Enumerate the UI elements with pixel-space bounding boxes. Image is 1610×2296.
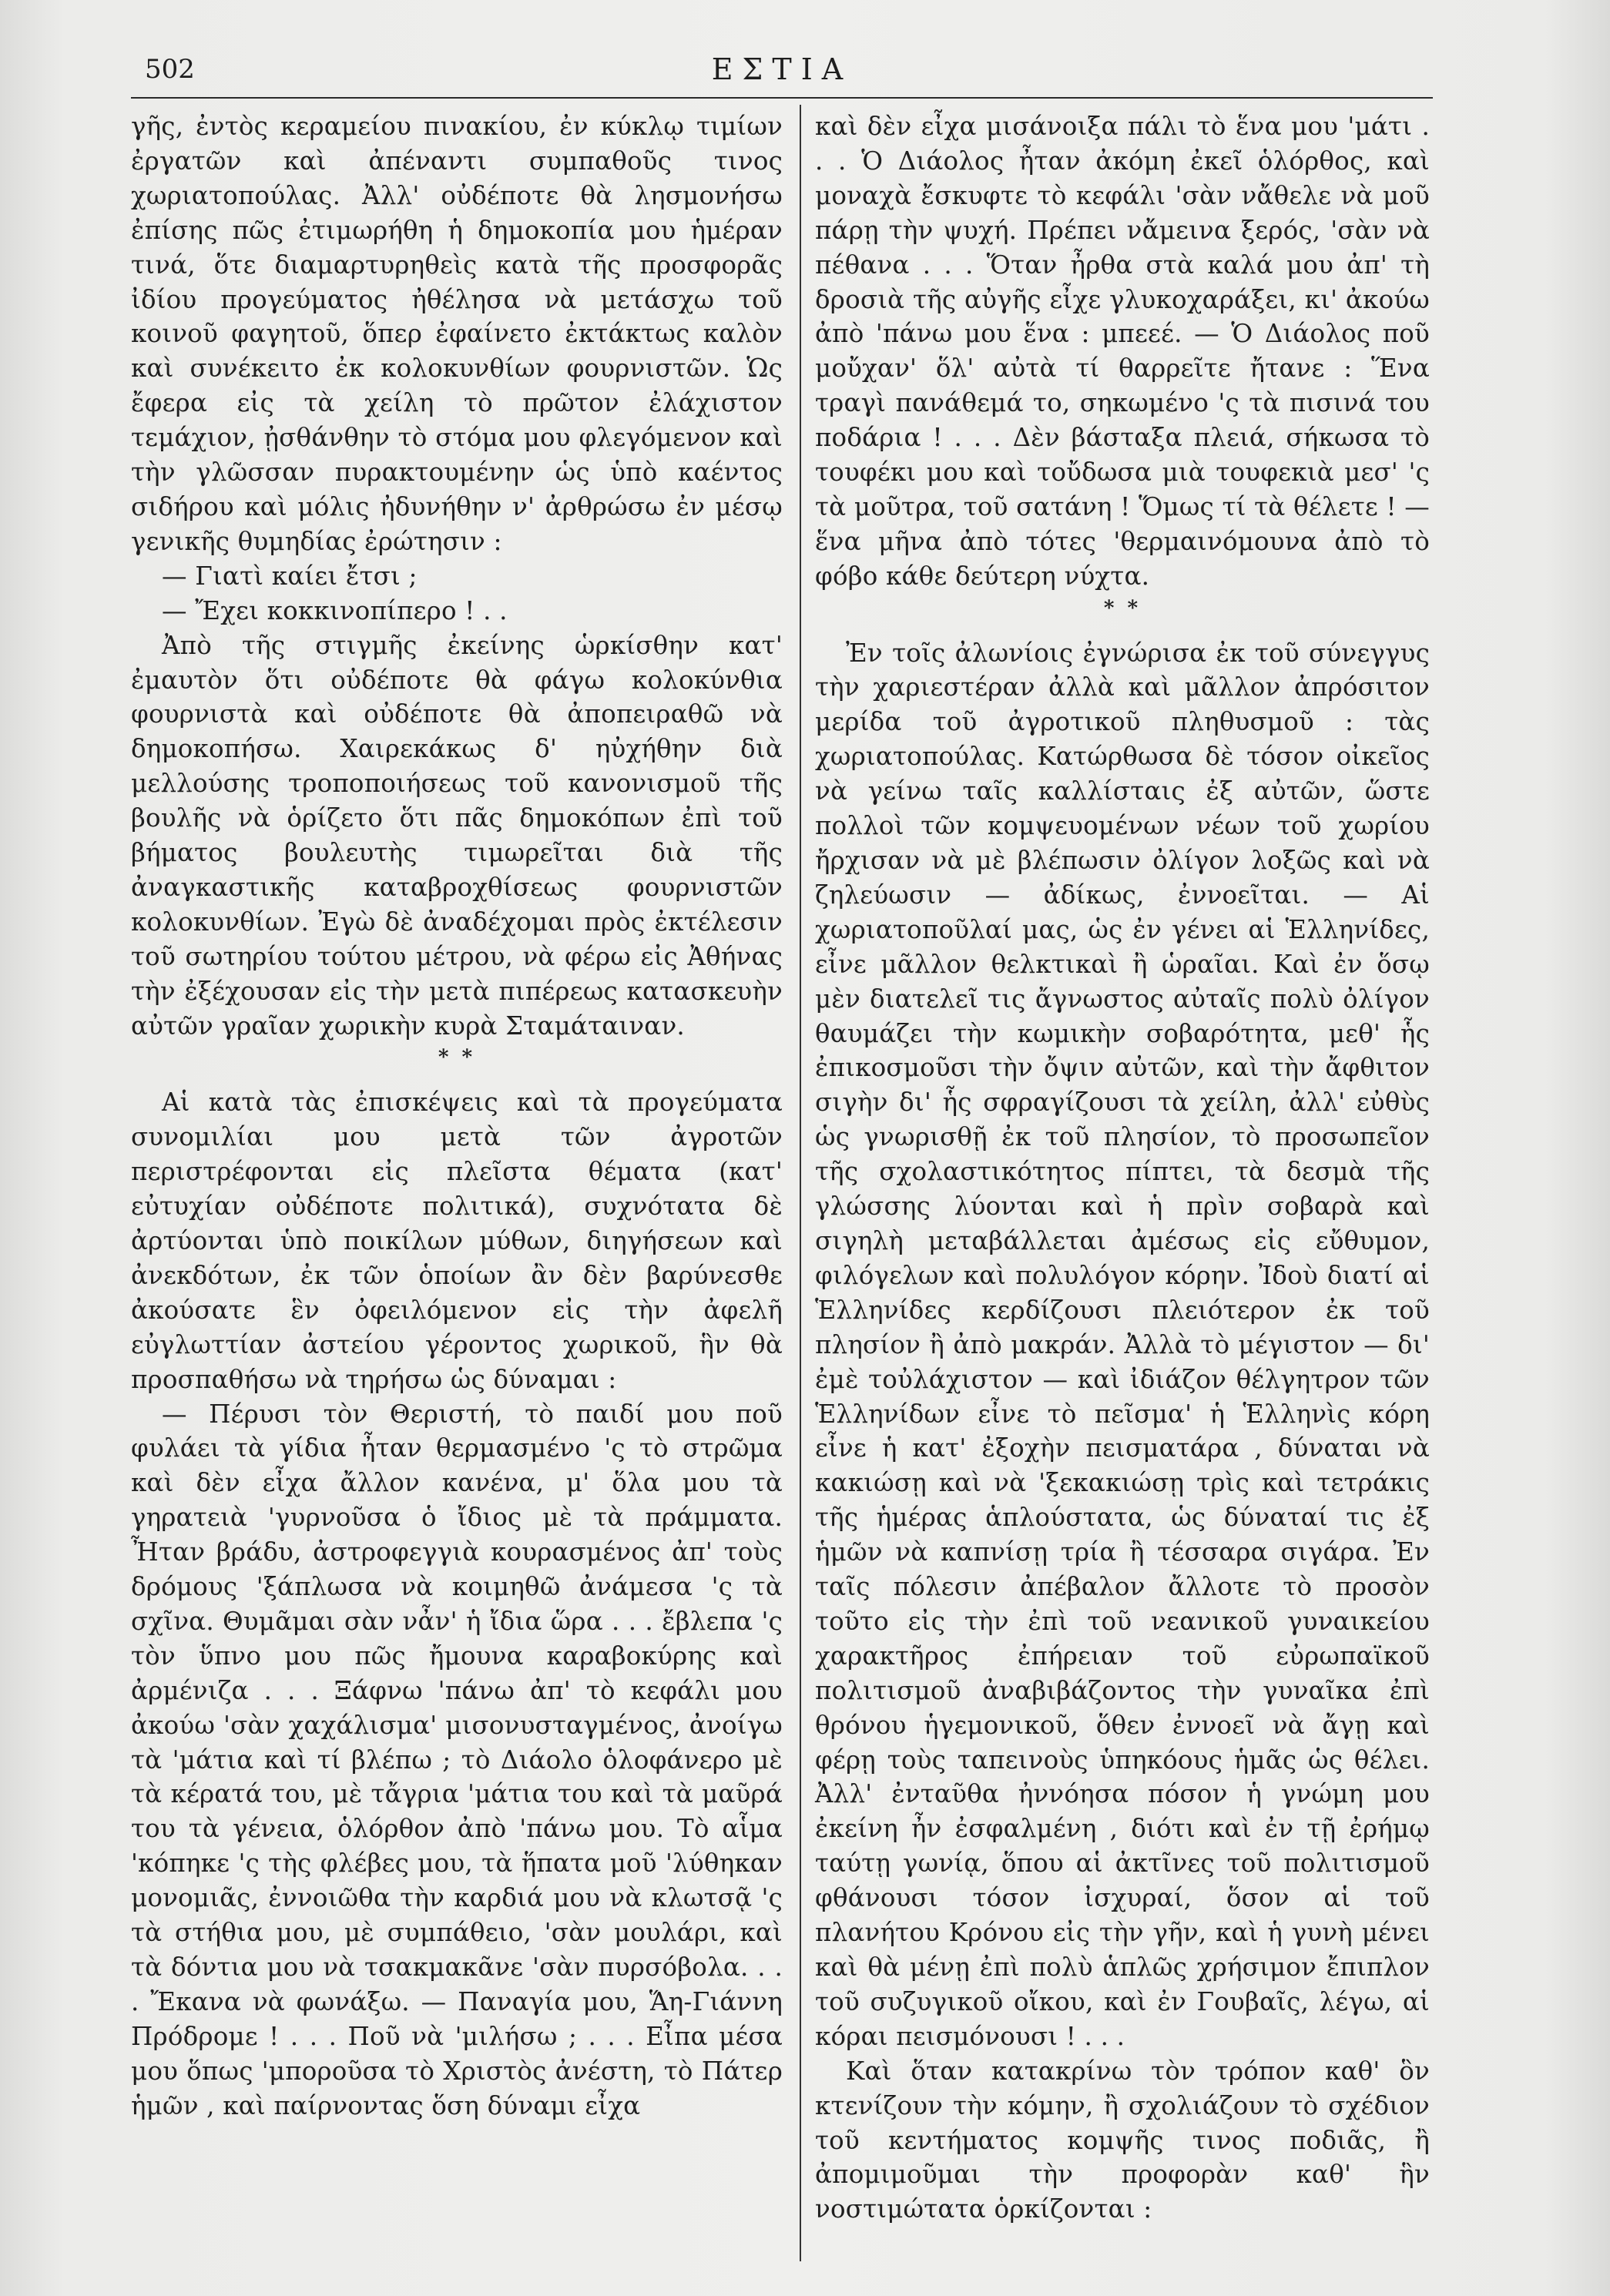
paragraph: γῆς, ἐντὸς κεραμείου πινακίου, ἐν κύκλῳ τιμίων ἐργατῶν καὶ ἀπέναντι συμπαθοῦς τινος χωριατοπούλας. Ἀλλ' οὐδέποτε θὰ λησμονήσω ἐπίσης πῶς ἐτιμωρήθη ἡ δημοκοπία μου ἡμέραν τινά, ὅτε διαμαρτυρηθεὶς κατὰ τῆς προσφορᾶς ἰδίου προγεύματος ἠθέλησα νὰ μετάσχω τοῦ κοινοῦ φαγητοῦ, ὅπερ ἐφαίνετο ἐκτάκτως καλὸν καὶ συνέκειτο ἐκ κολοκυνθίων φουρνιστῶν. Ὡς ἔφερα εἰς τὰ χείλη τὸ πρῶτον ἐλάχιστον τεμάχιον, ᾐσθάνθην τὸ στόμα μου φλεγόμενον καὶ τὴν γλῶσσαν πυρακτουμένην ὡς ὑπὸ καέντος σιδήρου καὶ μόλις ἠδυνήθην ν' ἀρθρώσω ἐν μέσῳ γενικῆς θυμηδίας ἐρώτησιν : xyxy=(131,112,783,556)
paragraph: Ἐν τοῖς ἀλωνίοις ἐγνώρισα ἐκ τοῦ σύνεγγυς τὴν χαριεστέραν ἀλλὰ καὶ μᾶλλον ἀπρόσιτον μερίδα τοῦ ἀγροτικοῦ πληθυσμοῦ : τὰς χωριατοπούλας. Κατώρθωσα δὲ τόσον οἰκεῖος νὰ γείνω ταῖς καλλίσταις ἐξ αὐτῶν, ὥστε πολλοὶ τῶν κομψευομένων νέων τοῦ χωρίου ἤρχισαν νὰ μὲ βλέπωσιν ὀλίγον λοξῶς καὶ νὰ ζηλεύωσιν — ἀδίκως, ἐννοεῖται. — Αἱ χωριατοποῦλαί μας, ὡς ἐν γένει αἱ Ἑλληνίδες, εἶνε μᾶλλον θελκτικαὶ ἢ ὡραῖαι. Καὶ ἐν ὅσῳ μὲν διατελεῖ τις ἄγνωστος αὐταῖς πολὺ ὀλίγον θαυμάζει τὴν κωμικὴν σοβαρότητα, μεθ' ἧς ἐπικοσμοῦσι τὴν ὄψιν αὐτῶν, καὶ τὴν ἄφθιτον σιγὴν δι' ἧς σφραγίζουσι τὰ χείλη, ἀλλ' εὐθὺς ὡς γνωρισθῇ ἐκ τοῦ πλησίον, τὸ προσωπεῖον τῆς σχολαστικότητος πίπτει, τὰ δεσμὰ τῆς γλώσσης λύονται καὶ ἡ πρὶν σοβαρὰ καὶ σιγηλὴ μεταβάλλεται ἀμέσως εἰς εὔθυμον, φιλόγελων καὶ πολυλόγον κόρην. Ἰδοὺ διατί αἱ Ἑλληνίδες κερδίζουσι πλειότερον ἐκ τοῦ πλησίον ἢ ἀπὸ μακράν. Ἀλλὰ τὸ μέγιστον — δι' ἐμὲ τοὐλάχιστον — καὶ ἰδιάζον θέλγητρον τῶν Ἑλληνίδων εἶνε τὸ πεῖσμα' ἡ Ἑλληνὶς κόρη εἶνε ἡ κατ' ἐξοχὴν πεισματάρα , δύναται νὰ κακιώσῃ καὶ νὰ 'ξεκακιώσῃ τρὶς καὶ τετράκις τῆς ἡμέρας ἁπλούστατα, ὡς δύναταί τις ἐξ ἡμῶν νὰ καπνίσῃ τρία ἢ τέσσαρα σιγάρα. Ἐν ταῖς πόλεσιν ἀπέβαλον ἄλλοτε τὸ προσὸν τοῦτο εἰς τὴν ἐπὶ τοῦ νεανικοῦ γυναικείου χαρακτῆρος ἐπήρειαν τοῦ εὐρωπαϊκοῦ πολιτισμοῦ ἀναβιβάζοντος τὴν γυναῖκα ἐπὶ θρόνου ἡγεμονικοῦ, ὅθεν ἐννοεῖ νὰ ἄγῃ καὶ φέρῃ τοὺς ταπεινοὺς ὑπηκόους ἡμᾶς ὡς θέλει. Ἀλλ' ἐνταῦθα ἠννόησα πόσον ἡ γνώμη μου ἐκείνη ἦν ἐσφαλμένη , διότι καὶ ἐν τῇ ἐρήμῳ ταύτῃ γωνίᾳ, ὅπου αἱ ἀκτῖνες τοῦ πολιτισμοῦ φθάνουσι τόσον ἰσχυραί, ὅσον αἱ τοῦ πλανήτου Κρόνου εἰς τὴν γῆν, καὶ ἡ γυνὴ μένει καὶ θὰ μένῃ ἐπὶ πολὺ ἁπλῶς χρήσιμον ἔπιπλον τοῦ συζυγικοῦ οἴκου, καὶ ἐν Γουβαῖς, λέγω, αἱ κόραι πεισμόνουσι ! . . . xyxy=(815,638,1430,2051)
paragraph: Αἱ κατὰ τὰς ἐπισκέψεις καὶ τὰ προγεύματα συνομιλίαι μου μετὰ τῶν ἀγροτῶν περιστρέφονται εἰς πλεῖστα θέματα (κατ' εὐτυχίαν οὐδέποτε πολιτικά), συχνότατα δὲ ἀρτύονται ὑπὸ ποικίλων μύθων, διηγήσεων καὶ ἀνεκδότων, ἐκ τῶν ὁποίων ἂν δὲν βαρύνεσθε ἀκούσατε ἓν ὀφειλόμενον εἰς τὴν ἀφελῆ εὐγλωττίαν ἀστείου γέροντος χωρικοῦ, ἣν θὰ προσπαθήσω νὰ τηρήσω ὡς δύναμαι : xyxy=(131,1088,783,1394)
column-divider xyxy=(800,105,801,2261)
spacer xyxy=(815,628,1430,636)
paragraph: Ἀπὸ τῆς στιγμῆς ἐκείνης ὡρκίσθην κατ' ἐμαυτὸν ὅτι οὐδέποτε θὰ φάγω κολοκύνθια φουρνιστὰ καὶ οὐδέποτε θὰ ἀποπειραθῶ νὰ δημοκοπήσω. Χαιρεκάκως δ' ηὐχήθην διὰ μελλούσης τροποποιήσεως τοῦ κανονισμοῦ τῆς βουλῆς νὰ ὁρίζετο ὅτι πᾶς δημοκόπων ἐπὶ τοῦ βήματος βουλευτὴς τιμωρεῖται διὰ τῆς ἀναγκαστικῆς καταβροχθίσεως φουρνιστῶν κολοκυνθίων. Ἐγὼ δὲ ἀναδέχομαι πρὸς ἐκτέλεσιν τοῦ σωτηρίου τούτου μέτρου, νὰ φέρω εἰς Ἀθήνας τὴν ἐξέχουσαν εἰς τὴν μετὰ πιπέρεως κατασκευὴν αὐτῶν γραῖαν χωρικὴν κυρὰ Σταμάταιναν. xyxy=(131,630,783,1041)
dialogue-line: — Γιατὶ καίει ἔτσι ; xyxy=(162,561,418,591)
header-rule xyxy=(131,97,1433,99)
left-column xyxy=(131,109,783,2123)
page-header xyxy=(131,48,1433,94)
right-column xyxy=(815,109,1430,2227)
dialogue-line: — Ἔχει κοκκινοπίπερο ! . . xyxy=(162,595,508,625)
section-separator: * * xyxy=(438,1046,476,1070)
spacer xyxy=(131,1078,783,1085)
section-separator: * * xyxy=(1103,596,1142,620)
paragraph: Καὶ ὅταν κατακρίνω τὸν τρόπον καθ' ὃν κτενίζουν τὴν κόμην, ἢ σχολιάζουν τὸ σχέδιον τοῦ κεντήματος κομψῆς τινος ποδιᾶς, ἢ ἀπομιμοῦμαι τὴν προφορὰν καθ' ἣν νοστιμώτατα ὁρκίζονται : xyxy=(815,2056,1430,2224)
paragraph: καὶ δὲν εἶχα μισάνοιξα πάλι τὸ ἕνα μου 'μάτι . . . Ὁ Διάολος ἦταν ἀκόμη ἐκεῖ ὁλόρθος, καὶ μοναχὰ ἔσκυφτε τὸ κεφάλι 'σὰν νἄθελε νὰ μοῦ πάρῃ τὴν ψυχή. Πρέπει νἄμεινα ξερός, 'σὰν νὰ πέθανα . . . Ὅταν ἦρθα στὰ καλά μου ἀπ' τὴ δροσιὰ τῆς αὐγῆς εἶχε γλυκοχαράξει, κι' ἀκούω ἀπὸ 'πάνω μου ἕνα : μπεεέ. — Ὁ Διάολος ποῦ μοὔχαν' ὅλ' αὐτὰ τί θαρρεῖτε ἤτανε : Ἕνα τραγὶ πανάθεμά το, σηκωμένο 'ς τὰ πισινά του ποδάρια ! . . . Δὲν βάσταξα πλειά, σήκωσα τὸ τουφέκι μου καὶ τοὔδωσα μιὰ τουφεκιὰ μεσ' 'ς τὰ μοῦτρα, τοῦ σατάνη ! Ὅμως τί τὰ θέλετε ! — ἕνα μῆνα ἀπὸ τότες 'θερμαινόμουνα ἀπὸ τὸ φόβο κάθε δεύτερη νύχτα. xyxy=(815,112,1430,591)
paragraph: — Πέρυσι τὸν Θεριστή, τὸ παιδί μου ποῦ φυλάει τὰ γίδια ἦταν θερμασμένο 'ς τὸ στρῶμα καὶ δὲν εἶχα ἄλλον κανένα, μ' ὅλα μου τὰ γηρατειὰ 'γυρνοῦσα ὁ ἴδιος μὲ τὰ πράμματα. Ἦταν βράδυ, ἀστροφεγγιὰ κουρασμένος ἀπ' τοὺς δρόμους 'ξάπλωσα νὰ κοιμηθῶ ἀνάμεσα 'ς τὰ σχῖνα. Θυμᾶμαι σὰν νἆν' ἡ ἴδια ὥρα . . . ἔβλεπα 'ς τὸν ὕπνο μου πῶς ἤμουνα καραβοκύρης καὶ ἀρμένιζα . . . Ξάφνω 'πάνω ἀπ' τὸ κεφάλι μου ἀκούω 'σὰν χαχάλισμα' μισονυσταγμένος, ἀνοίγω τὰ 'μάτια καὶ τί βλέπω ; τὸ Διάολο ὁλοφάνερο μὲ τὰ κέρατά του, μὲ τἄγρια 'μάτια του καὶ τὰ μαῦρά του τὰ γένεια, ὁλόρθον ἀπὸ 'πάνω μου. Τὸ αἷμα 'κόπηκε 'ς τὴς φλέβες μου, τὰ ἥπατα μοῦ 'λύθηκαν μονομιᾶς, ἐννοιῶθα τὴν καρδιά μου νὰ κλωτσᾷ 'ς τὰ στήθια μου, μὲ συμπάθειο, 'σὰν μουλάρι, καὶ τὰ δόντια μου νὰ τσακμακᾶνε 'σὰν πυρσόβολα. . . . Ἔκανα νὰ φωνάξω. — Παναγία μου, Ἅη-Γιάννη Πρόδρομε ! . . . Ποῦ νὰ 'μιλήσω ; . . . Εἶπα μέσα μου ὅπως 'μποροῦσα τὸ Χριστὸς ἀνέστη, τὸ Πάτερ ἡμῶν , καὶ παίρνοντας ὅση δύναμι εἶχα xyxy=(131,1399,783,2120)
running-title: ΕΣΤΙΑ xyxy=(711,52,853,86)
page-number: 502 xyxy=(145,54,195,85)
